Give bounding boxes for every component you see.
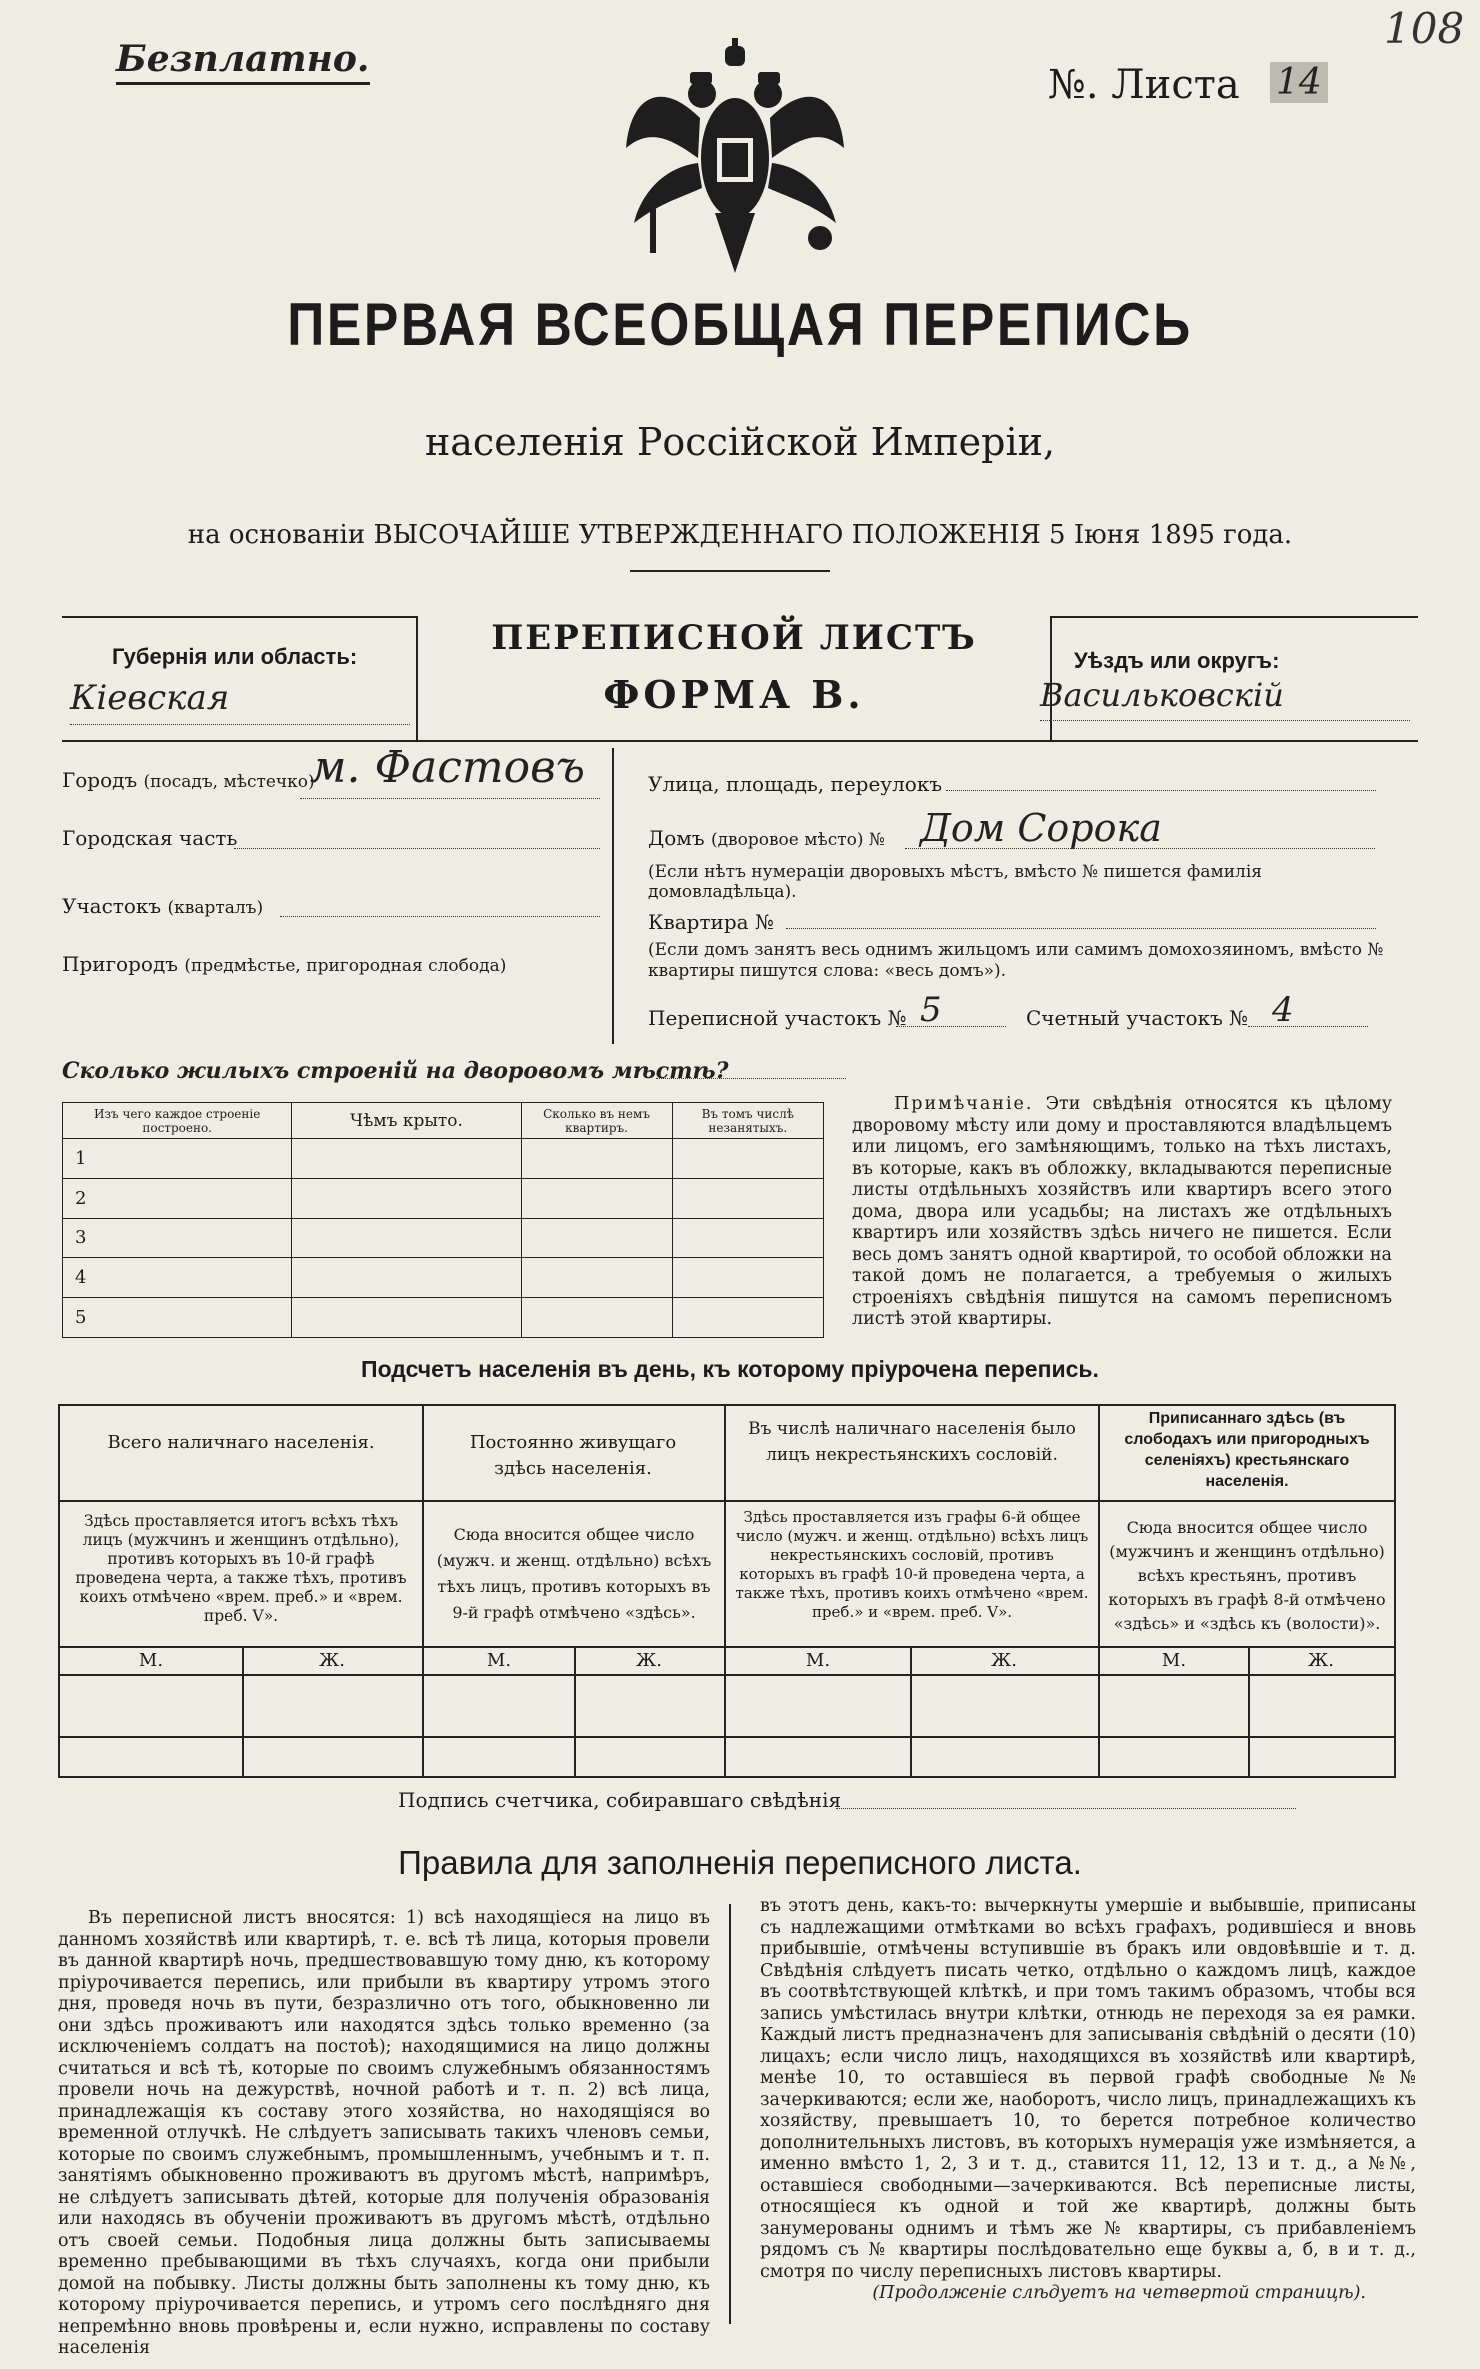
district-line [1040,720,1410,721]
count-col1-male: М. [138,1650,164,1671]
rule [60,1736,1394,1738]
td [672,1218,823,1258]
precinct-label: Участокъ [62,894,162,918]
city-value: м. Фастовъ [310,742,585,793]
rules-right-text: въ этотъ день, какъ-то: вычеркнуты умершіе и выбывшіе, приписаны съ надлежащими отмѣтками во всѣхъ графахъ, родившіеся и вновь прибывшіе, отмѣчены вступившіе въ бракъ или овдовѣвшіе и т. д. Свѣдѣнія слѣдуетъ писать четко, отдѣльно о каждомъ лицѣ, каждое въ соотвѣтствующей клѣткѣ, и при томъ такимъ образомъ, чтобы вся запись умѣстилась внутри клѣтки, отнюдь не переходя за ея рамки. Каждый листъ предназначенъ для записыванія свѣдѣній о десяти (10) лицахъ; если число лицъ, находящихся въ хозяйствѣ или квартирѣ, менѣе 10, то оставшіеся въ первой графѣ свободные №№ зачеркиваются; если же, наоборотъ, число лицъ, принадлежащихъ къ хозяйству, превышаетъ 10, то берется потребное количество дополнительныхъ листовъ, въ которыхъ нумерація уже измѣняется, а именно вмѣсто 1, 2, 3 и т. д., ставится 11, 12, 13 и т. д., а №№, оставшіеся свободными—зачеркиваются. Всѣ переписные листы, относящіеся къ одной и той же квартирѣ, должны быть занумерованы однимъ и тѣмъ же № квартиры, съ прибавленіемъ рядомъ съ № квартиры послѣдовательно еще буквы а, б, в и т. д., смотря по числу переписныхъ листовъ квартиры. [760,1896,1416,2282]
count-col3-head: Въ числѣ наличнаго населенія было лицъ некрестьянскихъ сословій. [748,1419,1076,1465]
buildings-header-apartments: Сколько въ немъ квартиръ. [521,1103,672,1139]
house-note: (Если нѣтъ нумераціи дворовыхъ мѣстъ, вмѣсто № пишется фамилія домовладѣльца). [648,862,1263,902]
row-number: 2 [63,1178,292,1218]
corner-number: 108 [1384,4,1465,53]
td [521,1139,672,1179]
census-section-value: 5 [920,990,942,1030]
rule [62,616,416,618]
td [292,1218,521,1258]
table-row [63,1298,824,1338]
td [521,1178,672,1218]
td [292,1178,521,1218]
count-table-inner [60,1406,1394,1776]
rule [1050,616,1418,618]
rules-left-column: Въ переписной листъ вносятся: 1) всѣ находящіеся на лицо въ данномъ хозяйствѣ или квартирѣ, т. е. всѣ тѣ лица, которыя провели въ данной квартирѣ ночь, предшествовавшую тому дню, къ которому пріурочивается перепись, или прибыли въ квартиру утромъ этого дня, проведя ночь въ пути, безразлично отъ того, обыкновенно ли они здѣсь проживаютъ или находятся здѣсь только временно (за исключеніемъ солдатъ на постоѣ); находящимися на лицо должны считаться и всѣ тѣ, которые по своимъ служебнымъ обязанностямъ провели ночь на дежурствѣ, ночной работѣ и т. п. 2) всѣ лица, принадлежащія къ составу этого хозяйства, но находящіяся во временной отлучкѣ. Не слѣдуетъ записывать такихъ членовъ семьи, которые по своимъ служебнымъ, промышленнымъ, учебнымъ и т. п. занятіямъ обыкновенно проживаютъ въ другомъ мѣстѣ, напримѣръ, не слѣдуетъ записывать дѣтей, которые для полученія образованія или находясь въ обученіи проживаютъ въ другомъ мѣстѣ, отдѣльно отъ своей семьи. Подобныя лица должны быть записываемы временно пребывающими въ тѣхъ случаяхъ, когда они прибыли домой на побывку. Листы должны быть заполнены къ тому дню, къ которому пріурочивается перепись, и утромъ сего послѣдняго дня непремѣнно вновь провѣрены и, если нужно, исправлены по составу населенія [58,1908,710,2358]
td [521,1218,672,1258]
rules-divider [729,1904,731,2324]
precinct-note: (кварталъ) [167,898,264,918]
suburb-label: Пригородъ [62,952,178,976]
count-col2-body: Сюда вносится общее число (мужч. и женщ. отдѣльно) всѣхъ тѣхъ лицъ, противъ которыхъ въ 9-й графѣ отмѣчено «здѣсь». [436,1525,712,1622]
buildings-header-vacant: Въ томъ числѣ незанятыхъ. [672,1103,823,1139]
apartment-note: (Если домъ занятъ весь однимъ жильцомъ или самимъ домохозяиномъ, вмѣсто № квартиры пишутся слова: «весь домъ»). [648,940,1384,981]
city-note: (посадъ, мѣстечко) [143,772,315,792]
count-col4-female: Ж. [1308,1650,1334,1671]
signature-line [836,1808,1296,1809]
count-col4-head: Приписаннаго здѣсь (въ слободахъ или пригородныхъ селеніяхъ) крестьянскаго населенія. [1124,1410,1370,1490]
double-headed-eagle-icon [620,38,850,278]
note-block [852,1094,1392,1331]
suburb-field [62,952,506,976]
house-value: Дом Сорока [920,806,1162,850]
city-field [62,768,315,792]
rule [612,748,614,1044]
abs [280,916,600,917]
rule [724,1406,726,1776]
house-field [648,826,885,850]
rule [62,740,1418,742]
buildings-header-material: Изъ чего каждое строеніе построено. [63,1103,292,1139]
rule [60,1646,1394,1648]
apartment-label: Квартира № [648,910,774,934]
count-col1-female: Ж. [319,1650,345,1671]
row-number: 1 [63,1139,292,1179]
abs [656,1078,846,1079]
page-title: ПЕРВАЯ ВСЕОБЩАЯ ПЕРЕПИСЬ [287,291,1193,358]
td [292,1258,521,1298]
abs [905,848,1375,849]
house-label: Домъ [648,826,705,850]
count-col3-body: Здѣсь проставляется изъ графы 6-й общее число (мужч. и женщ. отдѣльно) всѣхъ лицъ некрестьянскихъ сословій, противъ которыхъ въ графѣ 10-й проведена черта, а также тѣхъ, противъ коихъ отмѣчено «врем. преб.» и «врем. преб. V». [735,1508,1089,1621]
rules-right-column [760,1896,1416,2305]
signature-label: Подпись счетчика, собиравшаго свѣдѣнія [398,1788,842,1812]
table-row [63,1258,824,1298]
province-label: Губернія или область: [112,644,358,669]
count-col4-male: М. [1161,1650,1187,1671]
table-row [63,1218,824,1258]
free-underline [116,82,370,85]
td [672,1258,823,1298]
title-divider [630,570,830,572]
td [672,1178,823,1218]
count-section-value: 4 [1272,990,1294,1030]
rule [422,1406,424,1776]
note-title: Примѣчаніе. [894,1094,1034,1114]
count-section-label: Счетный участокъ № [1026,1006,1249,1030]
count-col3-male: М. [805,1650,831,1671]
count-title: Подсчетъ населенія въ день, къ которому пріурочена перепись. [361,1356,1099,1382]
rules-continued: (Продолженіе слѣдуетъ на четвертой страницѣ). [872,2283,1366,2303]
province-line [70,724,410,725]
rule [60,1500,1394,1502]
td [521,1298,672,1338]
count-col2-head: Постоянно живущаго здѣсь населенія. [469,1432,677,1479]
td [292,1298,521,1338]
count-col1-body: Здѣсь проставляется итогъ всѣхъ тѣхъ лицъ (мужчинъ и женщинъ отдѣльно), противъ которыхъ въ 10-й графѣ проведена черта, а также тѣхъ, противъ коихъ отмѣчено «врем. преб.» и «врем. преб. V». [75,1512,407,1625]
abs [896,1026,1006,1027]
suburb-note: (предмѣстье, пригородная слобода) [184,956,507,976]
abs [786,928,1376,929]
free-label: Безплатно. [116,38,370,80]
precinct-field [62,894,263,918]
basis-line: на основаніи ВЫСОЧАЙШЕ УТВЕРЖДЕННАГО ПОЛОЖЕНІЯ 5 Іюня 1895 года. [187,520,1293,550]
row-number: 3 [63,1218,292,1258]
census-section-label: Переписной участокъ № [648,1006,907,1030]
sheet-number-value: 14 [1270,62,1328,103]
rule [60,1674,1394,1676]
rules-title: Правила для заполненія переписного листа. [398,1844,1082,1881]
buildings-table [62,1102,824,1338]
province-value: Кіевская [70,678,230,718]
td [292,1139,521,1179]
buildings-header-roof: Чѣмъ крыто. [292,1103,521,1139]
count-col3-female: Ж. [991,1650,1017,1671]
street-label: Улица, площадь, переулокъ [648,772,943,796]
count-col1-head: Всего наличнаго населенія. [107,1432,375,1453]
form-letter: ФОРМА В. [603,672,865,717]
abs [946,790,1376,791]
count-col2-female: Ж. [636,1650,662,1671]
count-col4-body: Сюда вносится общее число (мужчинъ и женщинъ отдѣльно) всѣхъ крестьянъ, противъ которыхъ въ графѣ 8-й отмѣчено «здѣсь» и «здѣсь къ (волости)». [1108,1518,1386,1633]
row-number: 5 [63,1298,292,1338]
td [672,1139,823,1179]
td [672,1298,823,1338]
house-note-inline: (дворовое мѣсто) № [710,830,886,850]
table-row [63,1139,824,1179]
district-value: Васильковскій [1040,676,1284,714]
td [521,1258,672,1298]
city-part-label: Городская часть [62,826,238,850]
district-label: Уѣздъ или округъ: [1074,648,1280,673]
sheet-number-label: №. Листа [1048,62,1240,108]
abs [234,848,600,849]
rule [1098,1406,1100,1776]
table-row [63,1178,824,1218]
abs [300,798,600,799]
count-table [58,1404,1396,1778]
row-number: 4 [63,1258,292,1298]
note-text: Эти свѣдѣнія относятся къ цѣлому дворовому мѣсту или дому и проставляются владѣльцемъ или лицомъ, его замѣняющимъ, только на тѣхъ листахъ, въ которые, какъ въ обложку, вкладываются переписные листы отдѣльныхъ хозяйствъ или квартиръ всего этого дома, двора или усадьбы; на листахъ же отдѣльныхъ квартиръ или хозяйствъ здѣсь ничего не пишется. Если весь домъ занятъ одной квартирой, то особой обложки на такой домъ не полагается, а требуемыя о жилыхъ строеніяхъ свѣдѣнія пишутся на самомъ переписномъ листѣ этой квартиры. [852,1094,1392,1329]
abs [1248,1026,1368,1027]
page-subtitle: населенія Россійской Имперіи, [424,420,1056,464]
count-col2-male: М. [486,1650,512,1671]
form-title: ПЕРЕПИСНОЙ ЛИСТЪ [491,618,977,658]
buildings-question: Сколько жилыхъ строеній на дворовомъ мѣстѣ? [62,1058,729,1084]
city-label: Городъ [62,768,138,792]
